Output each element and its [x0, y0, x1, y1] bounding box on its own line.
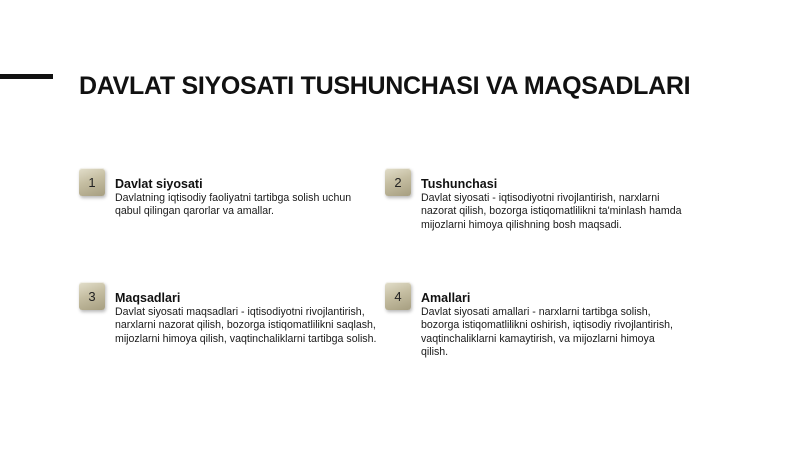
number-badge: 4: [385, 282, 411, 310]
card-body: Davlat siyosati maqsadlari - iqtisodiyotni rivojlantirish, narxlarni nazorat qilish, bozorga istiqomatlilikni saqlash, mijozlarni himoya qilish, vaqtinchaliklarni tartibga solish.: [115, 306, 377, 345]
card-body: Davlat siyosati - iqtisodiyotni rivojlantirish, narxlarni nazorat qilish, bozorga istiqomatlilikni ta'minlash hamda mijozlarni himoya qilishning bosh maqsadi.: [421, 192, 682, 231]
card-text: [115, 291, 377, 346]
number-badge: 2: [385, 168, 411, 196]
slide-title: DAVLAT SIYOSATI TUSHUNCHASI VA MAQSADLARI: [79, 72, 691, 100]
title-accent-bar: [0, 74, 53, 79]
card-text: [421, 291, 683, 360]
card-text: [421, 177, 683, 232]
card-heading: Davlat siyosati: [115, 177, 203, 191]
card-text: [115, 177, 377, 219]
card-heading: Tushunchasi: [421, 177, 498, 191]
card-heading: Maqsadlari: [115, 291, 181, 305]
card-body: Davlat siyosati amallari - narxlarni tartibga solish, bozorga istiqomatlilikni oshirish, iqtisodiy rivojlantirish, vaqtinchaliklarni kamaytirish, va mijozlarni himoya qilish.: [421, 306, 673, 359]
card-heading: Amallari: [421, 291, 471, 305]
card-body: Davlatning iqtisodiy faoliyatni tartibga solish uchun qabul qilingan qarorlar va amallar.: [115, 192, 352, 218]
number-badge: 1: [79, 168, 105, 196]
number-badge: 3: [79, 282, 105, 310]
